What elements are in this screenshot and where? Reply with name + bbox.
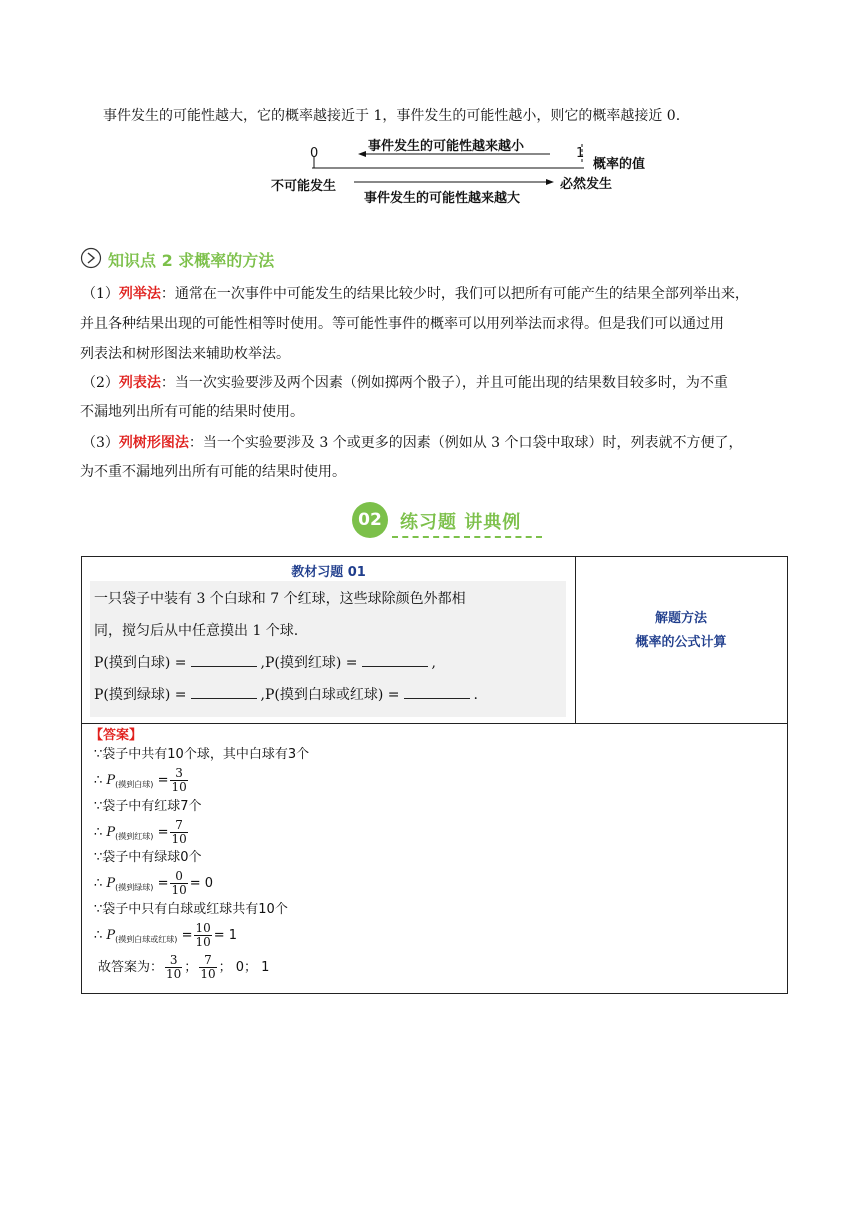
answer-label: 【答案】 <box>90 728 143 743</box>
fraction-3-den: 10 <box>171 883 187 897</box>
eq-1: = <box>157 773 169 788</box>
fraction-4 <box>194 922 211 949</box>
question-line-4 <box>94 684 478 705</box>
method-1-line-3: 列表法和树形图法来辅助枚举法。 <box>80 346 290 362</box>
answer-line-1 <box>94 747 309 763</box>
because-3: ∵ <box>94 850 103 865</box>
final-sep: ； <box>184 960 198 975</box>
final-fraction-2-den: 10 <box>200 967 216 981</box>
because-4: ∵ <box>94 902 103 917</box>
p-white-label: P(摸到白球) = <box>94 655 187 671</box>
therefore-2: ∴ <box>94 825 103 840</box>
comma-2: , <box>431 655 436 671</box>
answer-formula-3 <box>94 870 213 897</box>
question-box <box>90 581 566 717</box>
diagram-right-label: 必然发生 <box>560 177 613 192</box>
answer-blank-red[interactable] <box>362 652 428 667</box>
p-symbol-2: P <box>106 825 116 840</box>
method-3-text: ：当一个实验要涉及 3 个或更多的因素（例如从 3 个口袋中取球）时，列表就不方便了， <box>188 435 743 451</box>
eq-3: = <box>157 876 169 891</box>
fraction-1 <box>170 767 187 794</box>
final-fraction-1-num: 3 <box>165 954 182 968</box>
fraction-3-num: 0 <box>170 870 187 884</box>
method-2-text: ：当一次实验要涉及两个因素（例如掷两个骰子），并且可能出现的结果数目较多时，为不重 <box>160 375 728 391</box>
method-3-line-1 <box>82 433 743 453</box>
answer-formula-1 <box>94 767 190 794</box>
final-fraction-2 <box>199 954 216 981</box>
final-answer <box>98 954 269 981</box>
section-title: 练习题 讲典例 <box>400 512 522 533</box>
p-green-label: P(摸到绿球) = <box>94 687 187 703</box>
method-3-num: （3） <box>82 435 119 451</box>
exercise-title: 教材习题 01 <box>291 565 366 580</box>
eq-2: = <box>157 825 169 840</box>
because-2: ∵ <box>94 799 103 814</box>
method-1-line-2: 并且各种结果出现的可能性相等时使用。等可能性事件的概率可以用列举法而求得。但是我们可以通过用 <box>80 316 724 332</box>
period: . <box>473 687 478 703</box>
therefore-3: ∴ <box>94 876 103 891</box>
table-row-divider <box>82 723 787 724</box>
method-3-line-2: 为不重不漏地列出所有可能的结果时使用。 <box>80 464 346 480</box>
therefore-4: ∴ <box>94 928 103 943</box>
answer-blank-white-or-red[interactable] <box>404 684 470 699</box>
diagram-top-label: 事件发生的可能性越来越小 <box>368 139 525 154</box>
p-white-or-red-label: P(摸到白球或红球) = <box>264 687 400 703</box>
probability-diagram <box>268 134 668 206</box>
answer-text-2: 袋子中有红球7个 <box>102 799 202 814</box>
fraction-4-den: 10 <box>195 935 211 949</box>
therefore-1: ∴ <box>94 773 103 788</box>
question-line-2: 同，搅匀后从中任意摸出 1 个球. <box>94 623 299 639</box>
exercise-table <box>81 556 788 994</box>
answer-line-4 <box>94 902 288 918</box>
p-red-label: P(摸到红球) = <box>264 655 358 671</box>
fraction-2-den: 10 <box>171 832 187 846</box>
because-1: ∵ <box>94 747 103 762</box>
method-text: 概率的公式计算 <box>635 635 727 650</box>
p-sub-1: (摸到白球) <box>115 780 154 789</box>
method-2-line-2: 不漏地列出所有可能的结果时使用。 <box>80 404 304 420</box>
eq-4: = <box>181 928 193 943</box>
p-symbol-3: P <box>106 876 116 891</box>
fraction-1-num: 3 <box>170 767 187 781</box>
answer-line-3 <box>94 850 202 866</box>
method-1-text: ：通常在一次事件中可能发生的结果比较少时，我们可以把所有可能产生的结果全部列举出来， <box>160 286 749 302</box>
answer-formula-4 <box>94 922 237 949</box>
section-underline <box>392 536 542 538</box>
answer-blank-white[interactable] <box>191 652 257 667</box>
method-title: 解题方法 <box>654 611 707 626</box>
knowledge-title: 知识点 2 求概率的方法 <box>108 251 275 270</box>
final-prefix: 故答案为： <box>98 960 164 975</box>
result-3: = 0 <box>189 876 214 891</box>
final-rest: ； 0； 1 <box>218 960 270 975</box>
method-2-term: 列表法 <box>118 375 161 391</box>
p-sub-3: (摸到绿球) <box>115 883 154 892</box>
final-fraction-1-den: 10 <box>166 967 182 981</box>
answer-text-4: 袋子中只有白球或红球共有10个 <box>102 902 288 917</box>
fraction-3 <box>170 870 187 897</box>
answer-text-1: 袋子中共有10个球，其中白球有3个 <box>102 747 310 762</box>
section-banner <box>352 500 552 542</box>
method-3-term: 列树形图法 <box>118 435 189 451</box>
intro-text: 事件发生的可能性越大，它的概率越接近于 1，事件发生的可能性越小，则它的概率越接近 0. <box>103 108 681 124</box>
diagram-bottom-label: 事件发生的可能性越来越大 <box>364 191 521 206</box>
diagram-zero: 0 <box>310 146 319 161</box>
answer-text-3: 袋子中有绿球0个 <box>102 850 202 865</box>
method-2-num: （2） <box>82 375 119 391</box>
question-line-3 <box>94 652 436 673</box>
p-sub-4: (摸到白球或红球) <box>115 935 178 944</box>
question-line-1: 一只袋子中装有 3 个白球和 7 个红球，这些球除颜色外都相 <box>94 591 466 607</box>
method-2-line-1 <box>82 373 728 393</box>
comma-3: , <box>260 687 265 703</box>
fraction-1-den: 10 <box>171 780 187 794</box>
method-1-term: 列举法 <box>118 286 161 302</box>
section-number: 02 <box>352 502 388 538</box>
p-symbol-4: P <box>106 928 116 943</box>
diagram-one: 1 <box>576 146 585 161</box>
comma-1: , <box>260 655 265 671</box>
answer-formula-2 <box>94 819 190 846</box>
final-fraction-2-num: 7 <box>199 954 216 968</box>
answer-line-2 <box>94 799 202 815</box>
p-sub-2: (摸到红球) <box>115 832 154 841</box>
fraction-4-num: 10 <box>195 921 211 935</box>
result-4: = 1 <box>213 928 238 943</box>
diagram-left-label: 不可能发生 <box>271 179 337 194</box>
method-1-line-1 <box>82 284 749 304</box>
final-fraction-1 <box>165 954 182 981</box>
diagram-value-label: 概率的值 <box>593 157 646 172</box>
p-symbol-1: P <box>106 773 116 788</box>
play-circle-icon <box>80 247 102 269</box>
answer-blank-green[interactable] <box>191 684 257 699</box>
method-1-num: （1） <box>82 286 119 302</box>
fraction-2-num: 7 <box>170 819 187 833</box>
fraction-2 <box>170 819 187 846</box>
